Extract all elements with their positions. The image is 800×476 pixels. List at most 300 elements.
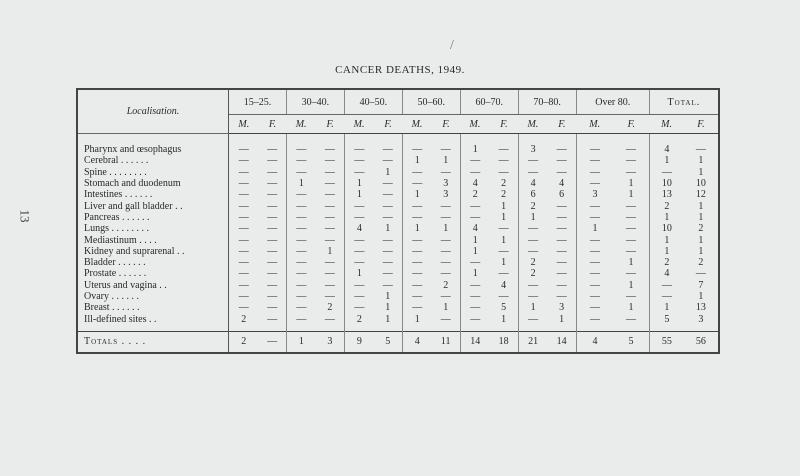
table-cell: —: [613, 134, 649, 156]
table-cell: —: [412, 245, 423, 257]
table-cell: —: [374, 257, 403, 268]
table-cell: 1: [613, 178, 649, 189]
table-cell: —: [316, 234, 345, 245]
female-header: F.: [374, 115, 403, 134]
table-cell: —: [613, 223, 649, 234]
age-group-header: 50–60.: [402, 89, 460, 115]
male-header: M.: [576, 115, 613, 134]
table-cell: 1: [490, 257, 519, 268]
table-cell: 4: [548, 178, 577, 189]
table-cell: —: [490, 134, 519, 156]
table-body: [77, 134, 719, 353]
table-cell: —: [374, 200, 403, 211]
table-cell: —: [238, 279, 249, 291]
table-cell: —: [354, 257, 365, 269]
table-cell: 4: [664, 268, 670, 280]
table-cell: —: [259, 331, 287, 353]
localisation-header: Localisation.: [77, 89, 229, 134]
table-cell: 1: [490, 212, 519, 223]
table-cell: 2: [241, 313, 247, 325]
table-cell: —: [613, 291, 649, 302]
table-cell: 2: [229, 331, 259, 353]
table-cell: —: [470, 291, 481, 302]
table-cell: —: [432, 268, 461, 279]
table-cell: —: [412, 302, 423, 314]
row-label: Ill-defined sites . .: [77, 313, 229, 331]
table-cell: —: [259, 257, 287, 268]
table-cell: 2: [356, 313, 362, 325]
table-cell: —: [374, 134, 403, 156]
table-cell: 3: [592, 189, 598, 201]
table-cell: —: [412, 234, 423, 246]
table-cell: 1: [432, 302, 461, 313]
table-cell: 4: [530, 178, 536, 190]
table-row: [77, 212, 719, 223]
table-cell: —: [296, 245, 307, 257]
table-cell: 1: [664, 211, 670, 223]
table-cell: —: [432, 212, 461, 223]
male-header: M.: [344, 115, 373, 134]
table-cell: —: [316, 223, 345, 234]
table-cell: —: [259, 200, 287, 211]
female-header: F.: [490, 115, 519, 134]
table-cell: —: [432, 167, 461, 178]
table-cell: —: [490, 268, 519, 279]
table-cell: —: [695, 268, 706, 280]
table-cell: —: [548, 291, 577, 302]
row-label: Kidney and suprarenal . .: [77, 246, 229, 257]
table-cell: —: [613, 155, 649, 166]
row-label: Pancreas . . . . . .: [77, 212, 229, 223]
table-cell: 1: [414, 313, 420, 325]
table-cell: 2: [490, 178, 519, 189]
table-cell: —: [296, 155, 307, 167]
table-cell: 1: [374, 223, 403, 234]
table-cell: —: [259, 234, 287, 245]
row-label: Uterus and vagina . .: [77, 280, 229, 291]
table-cell: —: [374, 155, 403, 166]
table-cell: —: [470, 155, 481, 167]
table-cell: 6: [530, 189, 536, 201]
table-cell: 9: [344, 331, 373, 353]
table-cell: —: [613, 212, 649, 223]
table-cell: —: [548, 200, 577, 211]
table-cell: 1: [286, 331, 315, 353]
table-cell: 1: [613, 189, 649, 200]
table-cell: —: [316, 134, 345, 156]
table-cell: —: [548, 223, 577, 234]
table-cell: 5: [374, 331, 403, 353]
table-cell: —: [661, 279, 672, 291]
table-cell: —: [613, 200, 649, 211]
table-cell: 1: [414, 189, 420, 201]
table-cell: 1: [432, 223, 461, 234]
table-cell: —: [316, 178, 345, 189]
table-cell: —: [548, 134, 577, 156]
male-header: M.: [286, 115, 315, 134]
table-row: [77, 200, 719, 211]
table-cell: 1: [613, 257, 649, 268]
table-cell: —: [296, 257, 307, 269]
age-group-header: Over 80.: [576, 89, 649, 115]
table-cell: —: [316, 313, 345, 331]
table-cell: —: [528, 279, 539, 291]
table-cell: —: [238, 257, 249, 269]
age-group-header: 70–80.: [518, 89, 576, 115]
table-cell: 5: [613, 331, 649, 353]
table-cell: —: [470, 211, 481, 223]
row-label: Bladder . . . . . .: [77, 257, 229, 268]
table-cell: —: [490, 155, 519, 166]
table-cell: —: [238, 291, 249, 302]
totals-row: [77, 331, 719, 353]
table-cell: —: [589, 313, 600, 325]
table-cell: 4: [472, 223, 478, 235]
table-cell: —: [238, 234, 249, 246]
table-cell: —: [661, 291, 672, 302]
table-cell: —: [613, 246, 649, 257]
table-cell: 5: [664, 313, 670, 325]
table-cell: —: [589, 144, 600, 156]
table-cell: —: [316, 291, 345, 302]
table-cell: —: [259, 313, 287, 331]
table-cell: —: [259, 167, 287, 178]
male-header: M.: [649, 115, 684, 134]
table-cell: 1: [548, 313, 577, 331]
table-cell: 4: [472, 178, 478, 190]
row-label: Cerebral . . . . . .: [77, 155, 229, 166]
table-cell: —: [589, 245, 600, 257]
table-cell: —: [589, 291, 600, 302]
table-cell: —: [589, 234, 600, 246]
table-cell: —: [296, 189, 307, 201]
table-cell: 1: [530, 302, 536, 314]
table-cell: 4: [490, 280, 519, 291]
age-group-header-row: [77, 89, 719, 115]
table-cell: —: [412, 279, 423, 291]
table-cell: 10: [661, 178, 672, 190]
table-cell: —: [296, 279, 307, 291]
table-cell: —: [354, 245, 365, 257]
table-cell: —: [296, 223, 307, 235]
table-cell: 1: [472, 234, 478, 246]
table-cell: —: [412, 166, 423, 178]
table-cell: 56: [684, 331, 719, 353]
row-label: Stomach and duodenum: [77, 178, 229, 189]
table-cell: —: [589, 200, 600, 212]
table-cell: —: [412, 211, 423, 223]
table-cell: —: [354, 211, 365, 223]
table-cell: 10: [695, 178, 706, 190]
table-cell: —: [589, 257, 600, 269]
row-label: Totals . . . .: [77, 331, 229, 353]
table-cell: —: [412, 268, 423, 280]
table-cell: —: [259, 268, 287, 279]
table-cell: —: [296, 313, 307, 325]
table-cell: —: [412, 291, 423, 302]
table-cell: —: [238, 268, 249, 280]
table-cell: —: [296, 291, 307, 302]
table-cell: —: [613, 313, 649, 331]
table-cell: 1: [374, 302, 403, 313]
table-cell: 1: [698, 211, 704, 223]
row-label: Lungs . . . . . . . .: [77, 223, 229, 234]
table-row: [77, 291, 719, 302]
table-cell: 1: [664, 245, 670, 257]
table-cell: 2: [698, 223, 704, 235]
table-cell: —: [316, 212, 345, 223]
table-cell: —: [412, 144, 423, 156]
table-cell: —: [589, 166, 600, 178]
pencil-mark: /: [450, 38, 454, 53]
table-cell: —: [354, 155, 365, 167]
table-cell: 11: [432, 331, 461, 353]
table-cell: —: [548, 167, 577, 178]
table-cell: —: [548, 257, 577, 268]
table-cell: 1: [490, 313, 519, 331]
male-header: M.: [402, 115, 431, 134]
table-cell: 1: [432, 155, 461, 166]
row-label: Breast . . . . . .: [77, 302, 229, 313]
table-cell: 6: [548, 189, 577, 200]
page-number: 13: [17, 209, 33, 223]
table-cell: 4: [356, 223, 362, 235]
table-cell: —: [354, 234, 365, 246]
table-cell: 3: [432, 189, 461, 200]
table-row: [77, 302, 719, 313]
table-cell: 1: [490, 234, 519, 245]
table-cell: 1: [414, 223, 420, 235]
table-cell: —: [296, 302, 307, 314]
table-cell: —: [528, 234, 539, 246]
age-group-header: 15–25.: [229, 89, 287, 115]
table-cell: —: [259, 223, 287, 234]
table-cell: 1: [698, 200, 704, 212]
cancer-deaths-table: [76, 88, 720, 354]
table-cell: 4: [402, 331, 431, 353]
table-cell: —: [374, 189, 403, 200]
table-cell: 3: [698, 313, 704, 325]
table-cell: 1: [316, 246, 345, 257]
table-cell: —: [259, 134, 287, 156]
table-cell: —: [470, 166, 481, 178]
male-header: M.: [229, 115, 259, 134]
table-cell: 1: [592, 223, 598, 235]
table-cell: —: [528, 313, 539, 325]
table-cell: —: [661, 166, 672, 178]
table-cell: 4: [576, 331, 613, 353]
table-cell: —: [695, 144, 706, 156]
table-cell: 4: [664, 144, 670, 156]
table-cell: —: [374, 178, 403, 189]
table-cell: 2: [530, 200, 536, 212]
female-header: F.: [259, 115, 287, 134]
table-cell: —: [354, 279, 365, 291]
table-cell: 1: [664, 234, 670, 246]
table-cell: 1: [356, 189, 362, 201]
table-cell: 14: [548, 331, 577, 353]
table-cell: 10: [661, 223, 672, 235]
table-cell: 1: [698, 166, 704, 178]
table-cell: 2: [664, 257, 670, 269]
table-cell: —: [238, 166, 249, 178]
table-cell: —: [238, 178, 249, 190]
table-row: [77, 268, 719, 279]
age-group-header: 30–40.: [286, 89, 344, 115]
row-label: Pharynx and œsophagus: [77, 134, 229, 156]
table-cell: —: [528, 166, 539, 178]
table-cell: 1: [356, 268, 362, 280]
table-cell: —: [432, 246, 461, 257]
table-cell: —: [374, 234, 403, 245]
table-cell: —: [589, 211, 600, 223]
table-cell: —: [374, 280, 403, 291]
female-header: F.: [316, 115, 345, 134]
table-cell: —: [316, 280, 345, 291]
table-cell: 2: [530, 257, 536, 269]
table-cell: —: [528, 223, 539, 235]
table-cell: 1: [472, 268, 478, 280]
table-cell: —: [296, 211, 307, 223]
table-cell: —: [316, 257, 345, 268]
table-row: [77, 155, 719, 166]
table-cell: 1: [530, 211, 536, 223]
table-cell: —: [354, 291, 365, 302]
table-cell: —: [412, 200, 423, 212]
table-cell: —: [490, 291, 519, 302]
table-cell: —: [470, 302, 481, 314]
table-cell: 3: [432, 178, 461, 189]
table-cell: —: [259, 189, 287, 200]
table-cell: —: [432, 313, 461, 331]
table-cell: —: [589, 155, 600, 167]
table-cell: 1: [698, 245, 704, 257]
table-cell: 2: [316, 302, 345, 313]
table-row: [77, 178, 719, 189]
table-cell: 1: [374, 167, 403, 178]
table-cell: 2: [530, 268, 536, 280]
male-header: M.: [518, 115, 547, 134]
table-row: [77, 189, 719, 200]
table-cell: —: [316, 268, 345, 279]
table-cell: 2: [472, 189, 478, 201]
table-cell: 1: [356, 178, 362, 190]
table-cell: —: [548, 280, 577, 291]
table-cell: —: [470, 279, 481, 291]
table-cell: —: [354, 166, 365, 178]
table-cell: —: [589, 268, 600, 280]
female-header: F.: [613, 115, 649, 134]
table-cell: 2: [432, 280, 461, 291]
table-cell: 5: [490, 302, 519, 313]
table-cell: 1: [664, 302, 670, 314]
table-cell: —: [296, 268, 307, 280]
table-cell: —: [589, 178, 600, 190]
table-cell: —: [316, 155, 345, 166]
table-cell: —: [238, 155, 249, 167]
table-row: [77, 134, 719, 156]
table-cell: —: [470, 200, 481, 212]
table-cell: —: [259, 302, 287, 313]
table-cell: —: [528, 291, 539, 302]
table-cell: —: [490, 223, 519, 234]
row-label: Prostate . . . . . .: [77, 268, 229, 279]
table-cell: 2: [490, 189, 519, 200]
table-cell: —: [589, 279, 600, 291]
table-cell: —: [490, 167, 519, 178]
table-cell: 1: [298, 178, 304, 190]
female-header: F.: [684, 115, 719, 134]
row-label: Intestines . . . . . .: [77, 189, 229, 200]
table-cell: —: [316, 200, 345, 211]
table-cell: —: [374, 212, 403, 223]
table-cell: 1: [698, 234, 704, 246]
table-cell: 7: [698, 279, 704, 291]
table-cell: —: [432, 134, 461, 156]
table-cell: 1: [698, 291, 704, 302]
table-cell: 3: [548, 302, 577, 313]
table-cell: —: [354, 200, 365, 212]
table-cell: —: [238, 223, 249, 235]
table-cell: —: [259, 155, 287, 166]
table-cell: —: [412, 178, 423, 190]
table-cell: 1: [490, 200, 519, 211]
table-cell: —: [613, 268, 649, 279]
table-cell: —: [296, 166, 307, 178]
table-cell: —: [528, 245, 539, 257]
table-cell: —: [296, 234, 307, 246]
table-cell: —: [259, 246, 287, 257]
table-cell: 1: [613, 302, 649, 313]
table-cell: —: [238, 200, 249, 212]
age-group-header: 40–50.: [344, 89, 402, 115]
table-cell: 55: [649, 331, 684, 353]
table-cell: 1: [664, 155, 670, 167]
table-cell: 1: [472, 144, 478, 156]
table-row: [77, 246, 719, 257]
table-row: [77, 280, 719, 291]
table-cell: 14: [460, 331, 489, 353]
row-label: Liver and gall bladder . .: [77, 200, 229, 211]
table-cell: —: [296, 144, 307, 156]
table-row: [77, 223, 719, 234]
table-cell: —: [432, 257, 461, 268]
table-cell: —: [238, 245, 249, 257]
table-cell: 1: [374, 313, 403, 331]
table-cell: 1: [374, 291, 403, 302]
table-cell: 2: [698, 257, 704, 269]
table-cell: —: [354, 302, 365, 314]
table-cell: —: [374, 246, 403, 257]
table-cell: 1: [613, 280, 649, 291]
table-row: [77, 257, 719, 268]
table-title: CANCER DEATHS, 1949.: [335, 64, 465, 76]
table-cell: —: [432, 291, 461, 302]
male-header: M.: [460, 115, 489, 134]
table-cell: 3: [316, 331, 345, 353]
table-cell: —: [259, 178, 287, 189]
table-cell: 1: [472, 245, 478, 257]
table-cell: —: [412, 257, 423, 269]
table-cell: 3: [530, 144, 536, 156]
total-header: Total.: [649, 89, 719, 115]
table-cell: —: [432, 200, 461, 211]
table-cell: —: [548, 155, 577, 166]
table-cell: —: [238, 189, 249, 201]
table-cell: —: [548, 246, 577, 257]
table-cell: 1: [698, 155, 704, 167]
table-cell: —: [470, 313, 481, 325]
